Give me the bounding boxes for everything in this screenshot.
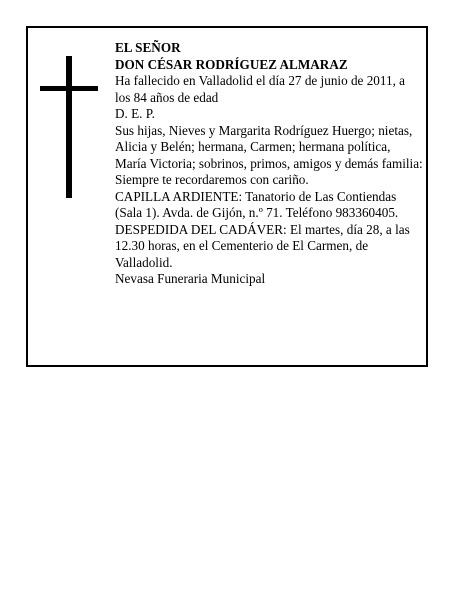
remember-line: Siempre te recordaremos con cariño.: [115, 172, 309, 187]
chapel-line: CAPILLA ARDIENTE: Tanatorio de Las Contiendas (Sala 1). Avda. de Gijón, n.º 71. Teléfono 983360405.: [115, 188, 399, 220]
death-line: Ha fallecido en Valladolid el día 27 de junio de 2011, a los 84 años de edad: [115, 73, 406, 105]
family-line: Sus hijas, Nieves y Margarita Rodríguez Huergo; nietas, Alicia y Belén; hermana, Carmen; hermana política, María Victoria; sobrinos, primos, amigos y demás familia:: [115, 122, 423, 171]
farewell-line: DESPEDIDA DEL CADÁVER: El martes, día 28, a las 12.30 horas, en el Cementerio de El Carmen, de Valladolid.: [115, 221, 410, 270]
obituary-notice: [26, 26, 428, 367]
title-line: EL SEÑOR: [115, 40, 181, 55]
dep-line: D. E. P.: [115, 106, 155, 121]
cross-horizontal-bar: [40, 86, 98, 91]
funeral-home: Nevasa Funeraria Municipal: [115, 271, 266, 286]
cross-vertical-bar: [66, 56, 72, 198]
notice-text: [115, 40, 423, 288]
deceased-name: DON CÉSAR RODRÍGUEZ ALMARAZ: [115, 56, 348, 72]
cross-icon: [40, 56, 98, 198]
